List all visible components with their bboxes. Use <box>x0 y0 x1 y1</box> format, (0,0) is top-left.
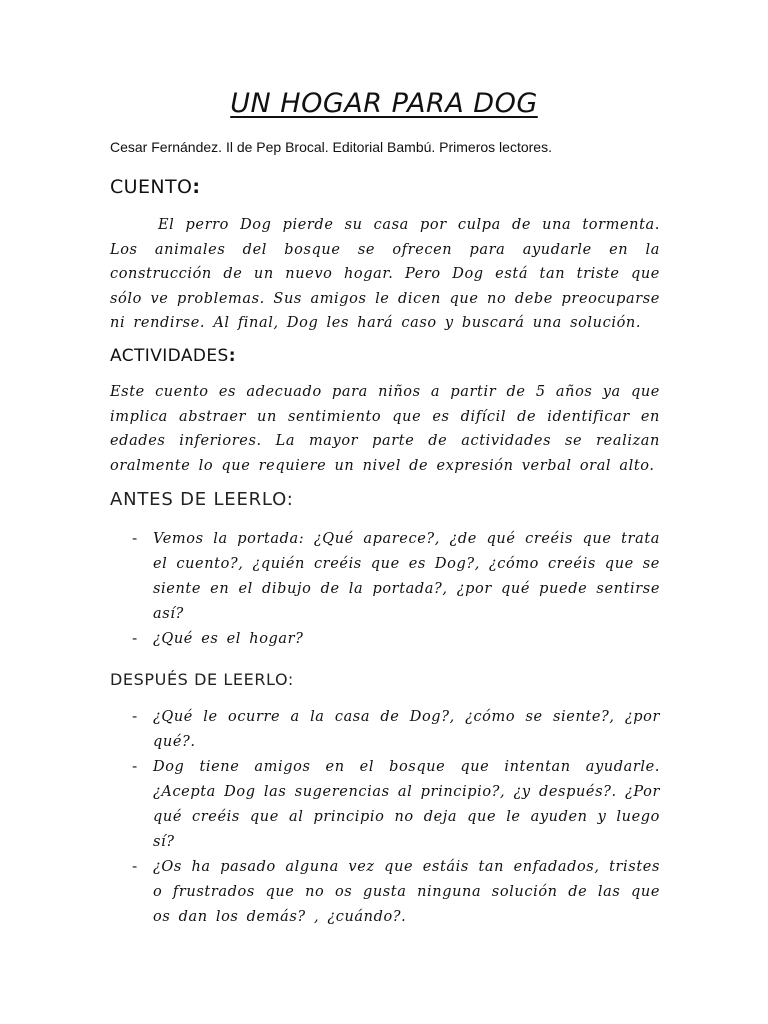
bullet-dash: - <box>132 531 138 547</box>
cuento-heading-text: CUENTO <box>110 176 193 198</box>
cuento-heading-colon: : <box>192 176 201 198</box>
bullet-dash: - <box>132 631 138 647</box>
section-heading-antes: ANTES DE LEERLO: <box>110 489 294 510</box>
section-heading-cuento <box>110 176 200 198</box>
page-title: UN HOGAR PARA DOG <box>230 88 538 119</box>
list-item-text: ¿Qué es el hogar? <box>153 631 304 647</box>
list-item-text: Dog tiene amigos en el bosque que intentan ayudarle. ¿Acepta Dog las sugerencias al principio?, ¿y después?. ¿Por qué creéis que al principio no deja que le ayuden y luego sí? <box>153 759 660 850</box>
list-item <box>110 627 660 652</box>
actividades-heading-text: ACTIVIDADES <box>110 346 229 366</box>
list-item <box>110 855 660 930</box>
actividades-paragraph: Este cuento es adecuado para niños a partir de 5 años ya que implica abstraer un sentimiento que es difícil de identificar en edades inferiores. La mayor parte de actividades se realizan oralmente lo que requiere un nivel de expresión verbal oral alto. <box>110 384 660 474</box>
list-item <box>110 527 660 627</box>
list-item <box>110 705 660 755</box>
bullet-dash: - <box>132 759 138 775</box>
list-item-text: ¿Os ha pasado alguna vez que estáis tan enfadados, tristes o frustrados que no os gusta ninguna solución de las que os dan los demás? , ¿cuándo?. <box>153 859 660 925</box>
bullet-dash: - <box>132 709 138 725</box>
antes-question-list <box>110 527 660 652</box>
actividades-heading-colon: : <box>228 346 236 366</box>
book-credits: Cesar Fernández. Il de Pep Brocal. Editorial Bambú. Primeros lectores. <box>110 139 552 155</box>
section-heading-despues: DESPUÉS DE LEERLO: <box>110 670 294 689</box>
cuento-paragraph: El perro Dog pierde su casa por culpa de una tormenta. Los animales del bosque se ofrecen para ayudarle en la construcción de un nuevo hogar. Pero Dog está tan triste que sólo ve problemas. Sus amigos le dicen que no debe preocuparse ni rendirse. Al final, Dog les hará caso y buscará una solución. <box>110 217 660 331</box>
list-item-text: ¿Qué le ocurre a la casa de Dog?, ¿cómo se siente?, ¿por qué?. <box>153 709 660 750</box>
section-heading-actividades <box>110 346 236 366</box>
despues-question-list <box>110 705 660 930</box>
list-item-text: Vemos la portada: ¿Qué aparece?, ¿de qué creéis que trata el cuento?, ¿quién creéis que es Dog?, ¿cómo creéis que se siente en el dibujo de la portada?, ¿por qué puede sentirse así? <box>153 531 660 622</box>
bullet-dash: - <box>132 859 138 875</box>
list-item <box>110 755 660 855</box>
